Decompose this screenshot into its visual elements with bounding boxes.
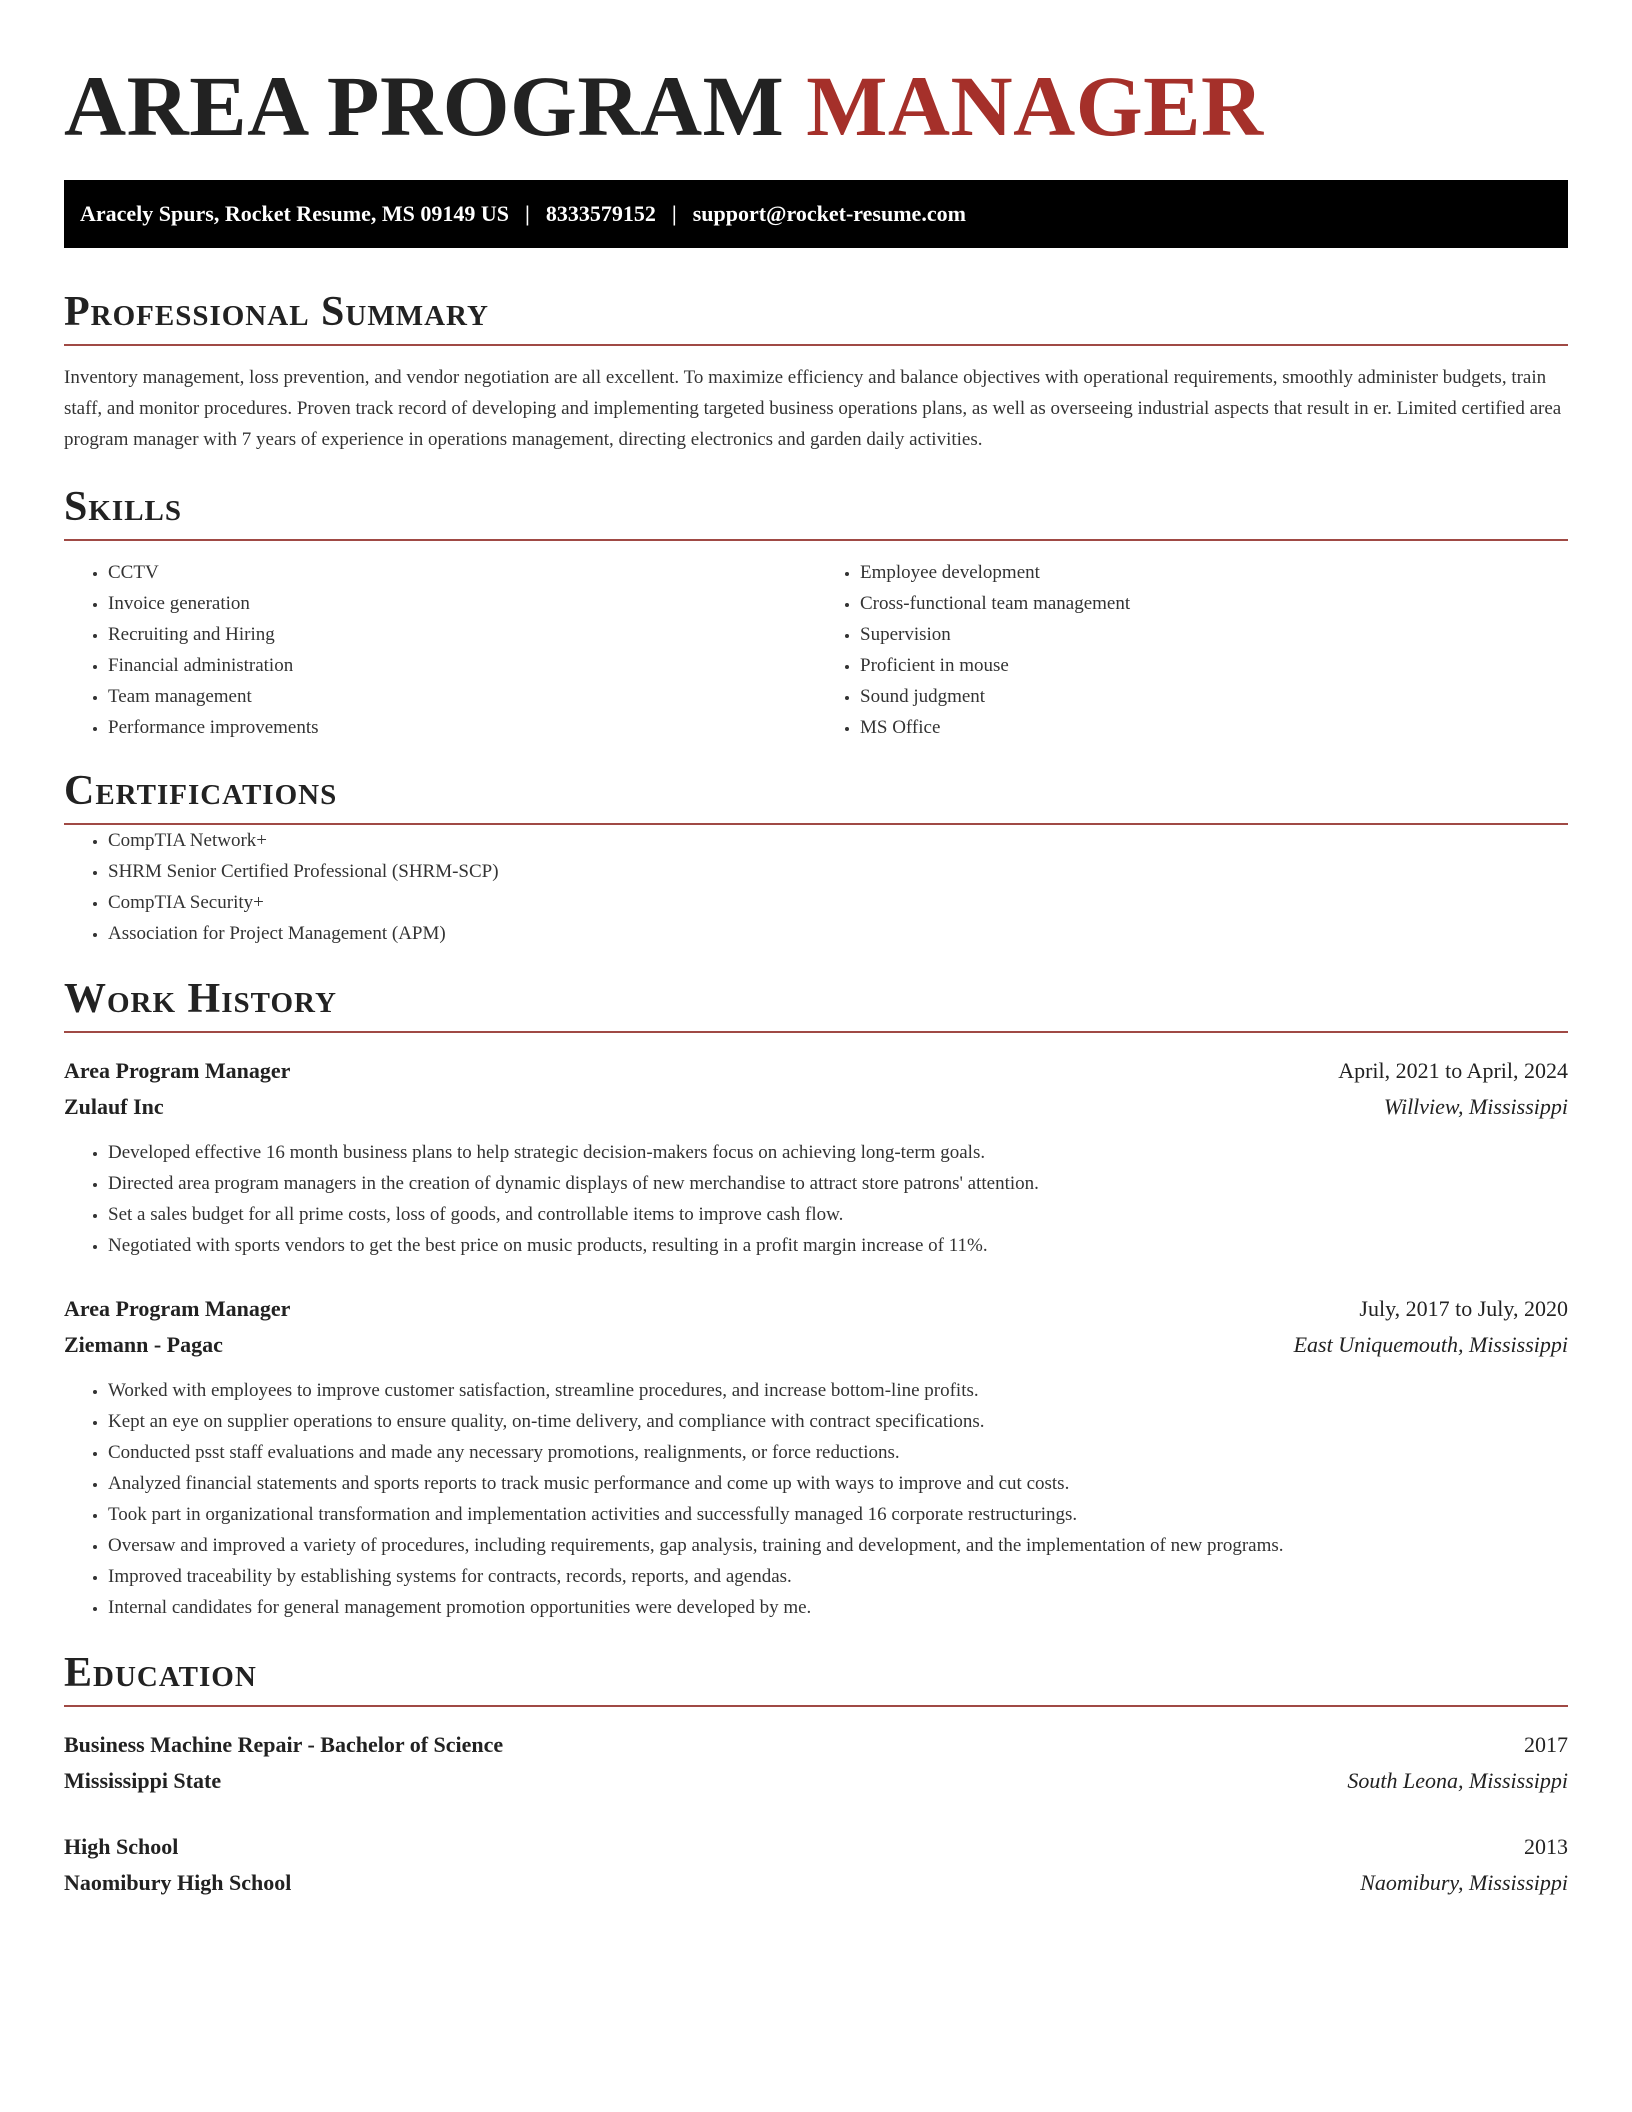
skills-column-left [64, 557, 816, 743]
job-company-row [64, 1327, 1568, 1363]
summary-heading: Professional Summary [64, 286, 1568, 346]
contact-separator: | [671, 201, 677, 226]
job-dates: July, 2017 to July, 2020 [1359, 1296, 1568, 1321]
job-bullet: • Internal candidates for general management promotion opportunities were developed by me. [108, 1592, 1568, 1623]
education-location: Naomibury, Mississippi [1360, 1870, 1568, 1895]
job-bullets [64, 1137, 1568, 1261]
job-bullet: • Kept an eye on supplier operations to ensure quality, on-time delivery, and compliance with contract specifications. [108, 1406, 1568, 1437]
job-entry [64, 1291, 1568, 1623]
education-school-row [64, 1763, 1568, 1799]
education-degree: High School [64, 1834, 179, 1859]
education-year: 2017 [1524, 1732, 1568, 1757]
skills-column-right [816, 557, 1568, 743]
skill-item: • Employee development [860, 557, 1568, 588]
job-bullet: • Improved traceability by establishing systems for contracts, records, reports, and agendas. [108, 1561, 1568, 1592]
education-school: Mississippi State [64, 1768, 222, 1793]
certification-item: • CompTIA Network+ [108, 825, 1568, 856]
resume-title [64, 0, 1568, 154]
job-bullet: • Conducted psst staff evaluations and made any necessary promotions, realignments, or force reductions. [108, 1437, 1568, 1468]
skills-list-right [816, 557, 1568, 743]
job-bullet: • Developed effective 16 month business plans to help strategic decision-makers focus on achieving long-term goals. [108, 1137, 1568, 1168]
certification-item: • Association for Project Management (APM) [108, 918, 1568, 949]
job-bullet: • Set a sales budget for all prime costs, loss of goods, and controllable items to improve cash flow. [108, 1199, 1568, 1230]
education-header-row [64, 1829, 1568, 1865]
skill-item: • Recruiting and Hiring [108, 619, 816, 650]
skill-item: • CCTV [108, 557, 816, 588]
contact-separator: | [524, 201, 530, 226]
job-entry [64, 1053, 1568, 1261]
job-dates: April, 2021 to April, 2024 [1338, 1058, 1568, 1083]
job-bullet: • Negotiated with sports vendors to get the best price on music products, resulting in a profit margin increase of 11%. [108, 1230, 1568, 1261]
summary-text: Inventory management, loss prevention, and vendor negotiation are all excellent. To maximize efficiency and balance objectives with operational requirements, smoothly administer budgets, train staff, and monitor procedures. Proven track record of developing and implementing targeted business operations plans, as well as overseeing industrial aspects that result in er. Limited certified area program manager with 7 years of experience in operations management, directing electronics and garden daily activities. [64, 367, 1562, 450]
certification-item: • SHRM Senior Certified Professional (SHRM-SCP) [108, 856, 1568, 887]
job-company: Ziemann - Pagac [64, 1332, 223, 1357]
skills-heading: Skills [64, 481, 1568, 541]
job-company: Zulauf Inc [64, 1094, 164, 1119]
job-bullet: • Worked with employees to improve customer satisfaction, streamline procedures, and increase bottom-line profits. [108, 1375, 1568, 1406]
skill-item: • MS Office [860, 712, 1568, 743]
job-bullet: • Oversaw and improved a variety of procedures, including requirements, gap analysis, training and development, and the implementation of new programs. [108, 1530, 1568, 1561]
skill-item: • Supervision [860, 619, 1568, 650]
education-entry [64, 1829, 1568, 1901]
job-title: Area Program Manager [64, 1058, 291, 1083]
skill-item: • Financial administration [108, 650, 816, 681]
work-history-heading: Work History [64, 973, 1568, 1033]
job-company-row [64, 1089, 1568, 1125]
job-location: Willview, Mississippi [1383, 1094, 1568, 1119]
job-bullet: • Took part in organizational transformation and implementation activities and successfully managed 16 corporate restructurings. [108, 1499, 1568, 1530]
job-header-row [64, 1053, 1568, 1089]
education-entry [64, 1727, 1568, 1799]
certifications-list [64, 825, 1568, 949]
education-school-row [64, 1865, 1568, 1901]
skill-item: • Performance improvements [108, 712, 816, 743]
job-title: Area Program Manager [64, 1296, 291, 1321]
contact-bar [64, 180, 1568, 248]
skill-item: • Cross-functional team management [860, 588, 1568, 619]
contact-email: support@rocket-resume.com [692, 201, 966, 226]
skills-grid [64, 557, 1568, 743]
skills-list-left [64, 557, 816, 743]
job-bullets [64, 1375, 1568, 1623]
job-header-row [64, 1291, 1568, 1327]
education-location: South Leona, Mississippi [1347, 1768, 1568, 1793]
skill-item: • Team management [108, 681, 816, 712]
education-degree: Business Machine Repair - Bachelor of Science [64, 1732, 504, 1757]
job-bullet: • Directed area program managers in the creation of dynamic displays of new merchandise to attract store patrons' attention. [108, 1168, 1568, 1199]
education-year: 2013 [1524, 1834, 1568, 1859]
skill-item: • Sound judgment [860, 681, 1568, 712]
certifications-heading: Certifications [64, 765, 1568, 825]
education-school: Naomibury High School [64, 1870, 292, 1895]
certification-item: • CompTIA Security+ [108, 887, 1568, 918]
education-header-row [64, 1727, 1568, 1763]
job-location: East Uniquemouth, Mississippi [1293, 1332, 1568, 1357]
skill-item: • Proficient in mouse [860, 650, 1568, 681]
title-accent: MANAGER [806, 58, 1264, 154]
contact-address: Aracely Spurs, Rocket Resume, MS 09149 US [80, 201, 509, 226]
skill-item: • Invoice generation [108, 588, 816, 619]
education-heading: Education [64, 1647, 1568, 1707]
contact-phone: 8333579152 [545, 201, 656, 226]
title-main: AREA PROGRAM [64, 58, 785, 154]
job-bullet: • Analyzed financial statements and sports reports to track music performance and come up with ways to improve and cut costs. [108, 1468, 1568, 1499]
